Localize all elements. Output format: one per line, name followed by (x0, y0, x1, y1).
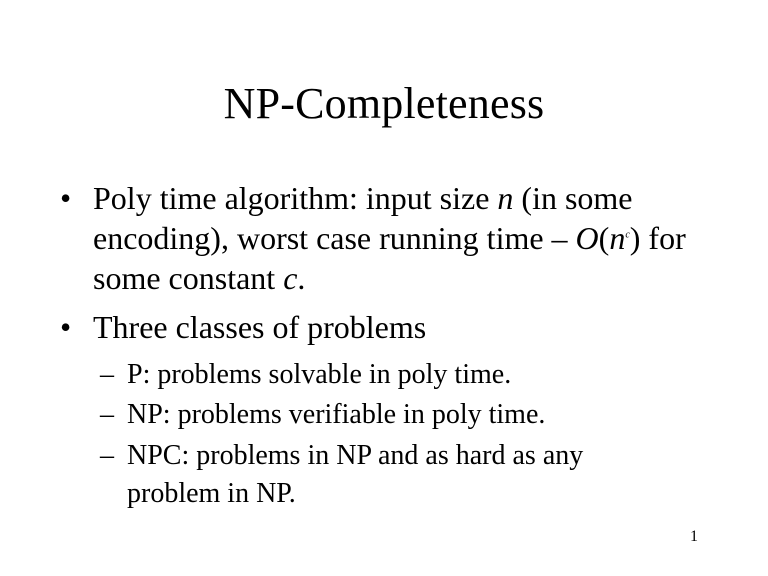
big-o: O (575, 220, 599, 256)
dash-marker: – (100, 359, 114, 390)
bullet-poly-time (60, 178, 720, 298)
bullet-marker: • (60, 309, 72, 345)
constant-c: c (283, 260, 298, 296)
sub-bullet-p (100, 356, 660, 394)
sub-bullet-text: P: problems solvable in poly time. (127, 359, 512, 390)
bullet-text-part: for some constant (93, 220, 686, 296)
bullet-text-part: (in some encoding), worst case running time – (93, 180, 633, 256)
paren-close: ) (629, 220, 641, 256)
bullet-text: Three classes of problems (93, 309, 427, 345)
sub-bullet-text: NPC: problems in NP and as hard as any problem in NP. (127, 440, 584, 509)
exponent-c: c (625, 229, 630, 241)
slide-title: NP-Completeness (223, 79, 545, 128)
period: . (297, 260, 306, 296)
dash-marker: – (100, 440, 114, 471)
paren-open: ( (598, 220, 610, 256)
sub-bullet-text: NP: problems verifiable in poly time. (127, 399, 546, 430)
bullet-marker: • (60, 180, 72, 216)
sub-bullet-np (100, 396, 660, 434)
bullet-three-classes (60, 307, 720, 347)
bullet-text (93, 178, 720, 298)
variable-n: n (497, 180, 514, 216)
bullet-text-part: Poly time algorithm: input size (93, 180, 498, 216)
page-number: 1 (690, 528, 698, 545)
variable-n: n (609, 220, 626, 256)
dash-marker: – (100, 399, 114, 430)
sub-bullet-npc (100, 437, 660, 513)
